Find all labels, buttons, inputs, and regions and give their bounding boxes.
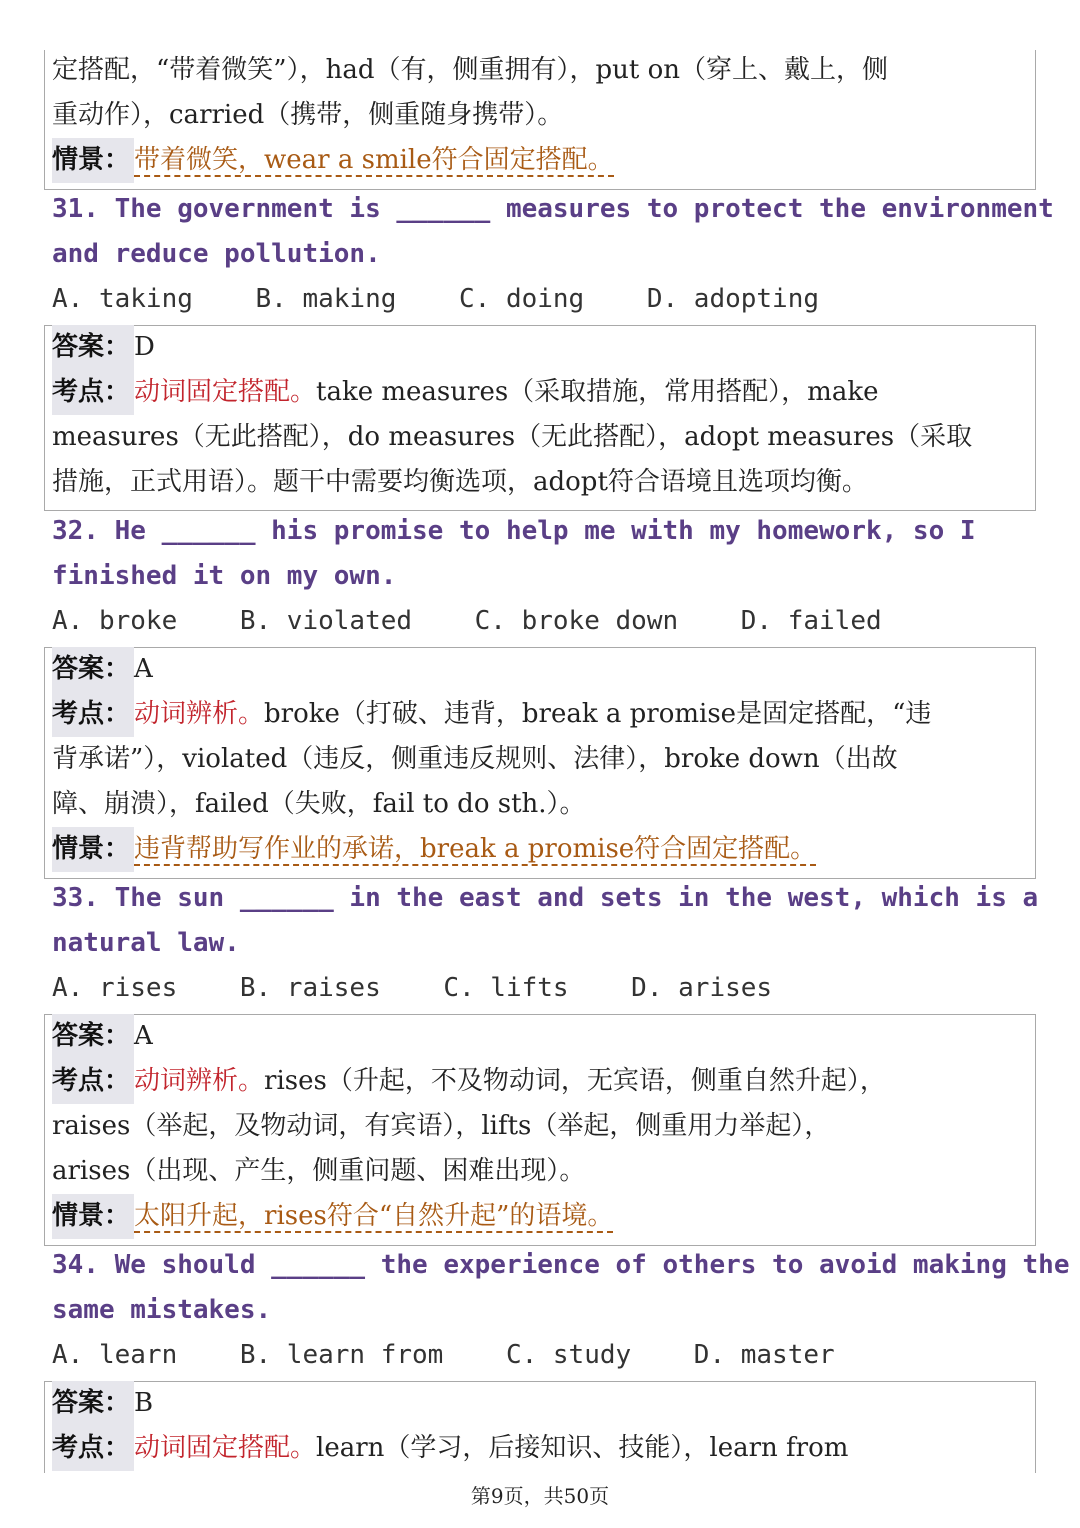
keypoint-line xyxy=(52,370,878,415)
context-line xyxy=(52,138,614,183)
options-33: A. rises B. raises C. lifts D. arises xyxy=(52,973,773,1003)
keypoint-line xyxy=(52,692,931,737)
answer-label: 答案： xyxy=(52,1014,134,1059)
question-31-cont: and reduce pollution. xyxy=(52,239,381,269)
context-text: 带着微笑，wear a smile符合固定搭配。 xyxy=(134,145,614,175)
keypoint-text: broke（打破、违背，break a promise是固定搭配，“违 xyxy=(264,699,932,729)
question-33: 33. The sun ______ in the east and sets in the west, which is a xyxy=(52,883,1039,913)
keypoint-type: 动词固定搭配。 xyxy=(134,377,317,407)
context-text: 太阳升起，rises符合“自然升起”的语境。 xyxy=(134,1201,614,1231)
keypoint-line xyxy=(52,1059,886,1104)
keypoint-label: 考点： xyxy=(52,1426,134,1471)
keypoint-text: learn（学习，后接知识、技能），learn from xyxy=(316,1433,849,1463)
keypoint-type: 动词固定搭配。 xyxy=(134,1433,317,1463)
answer-line xyxy=(52,1381,153,1426)
context-line xyxy=(52,1194,613,1239)
answer-value: A xyxy=(134,654,153,684)
answer-label: 答案： xyxy=(52,325,134,370)
context-line xyxy=(52,827,816,872)
keypoint-type: 动词辨析。 xyxy=(134,1066,265,1096)
keypoint-text: rises（升起，不及物动词，无宾语，侧重自然升起）， xyxy=(264,1066,886,1096)
keypoint-line: raises（举起，及物动词，有宾语），lifts（举起，侧重用力举起）， xyxy=(52,1111,831,1141)
keypoint-line: 障、崩溃），failed（失败，fail to do sth.）。 xyxy=(52,789,586,819)
keypoint-line xyxy=(52,1426,848,1471)
answer-line xyxy=(52,325,155,370)
keypoint-line: 措施，正式用语）。题干中需要均衡选项，adopt符合语境且选项均衡。 xyxy=(52,467,868,497)
keypoint-label: 考点： xyxy=(52,1059,134,1104)
answer-value: D xyxy=(134,332,155,362)
answer-label: 答案： xyxy=(52,647,134,692)
keypoint-label: 考点： xyxy=(52,692,134,737)
answer-label: 答案： xyxy=(52,1381,134,1426)
options-34: A. learn B. learn from C. study D. master xyxy=(52,1340,835,1370)
keypoint-type: 动词辨析。 xyxy=(134,699,265,729)
keypoint-line: measures（无此搭配），do measures（无此搭配），adopt measures（采取 xyxy=(52,422,973,452)
answer-line xyxy=(52,647,153,692)
options-31: A. taking B. making C. doing D. adopting xyxy=(52,284,820,314)
question-31: 31. The government is ______ measures to protect the environment xyxy=(52,194,1054,224)
keypoint-label: 考点： xyxy=(52,370,134,415)
keypoint-text: take measures（采取措施，常用搭配），make xyxy=(316,377,879,407)
question-34-cont: same mistakes. xyxy=(52,1295,272,1325)
context-label: 情景： xyxy=(52,138,134,183)
explanation-line: 定搭配，“带着微笑”），had（有，侧重拥有），put on（穿上、戴上，侧 xyxy=(52,55,888,85)
context-label: 情景： xyxy=(52,1194,134,1239)
answer-value: A xyxy=(134,1021,153,1051)
answer-line xyxy=(52,1014,153,1059)
context-label: 情景： xyxy=(52,827,134,872)
keypoint-line: arises（出现、产生，侧重问题、困难出现）。 xyxy=(52,1156,586,1186)
page-footer: 第9页，共50页 xyxy=(470,1484,610,1508)
question-33-cont: natural law. xyxy=(52,928,240,958)
question-32: 32. He ______ his promise to help me with my homework, so I xyxy=(52,516,976,546)
explanation-line: 重动作），carried（携带，侧重随身携带）。 xyxy=(52,100,564,130)
options-32: A. broke B. violated C. broke down D. failed xyxy=(52,606,882,636)
question-34: 34. We should ______ the experience of others to avoid making the xyxy=(52,1250,1070,1280)
answer-value: B xyxy=(134,1388,154,1418)
context-text: 违背帮助写作业的承诺，break a promise符合固定搭配。 xyxy=(134,834,817,864)
keypoint-line: 背承诺”），violated（违反，侧重违反规则、法律），broke down（出故 xyxy=(52,744,898,774)
question-32-cont: finished it on my own. xyxy=(52,561,397,591)
